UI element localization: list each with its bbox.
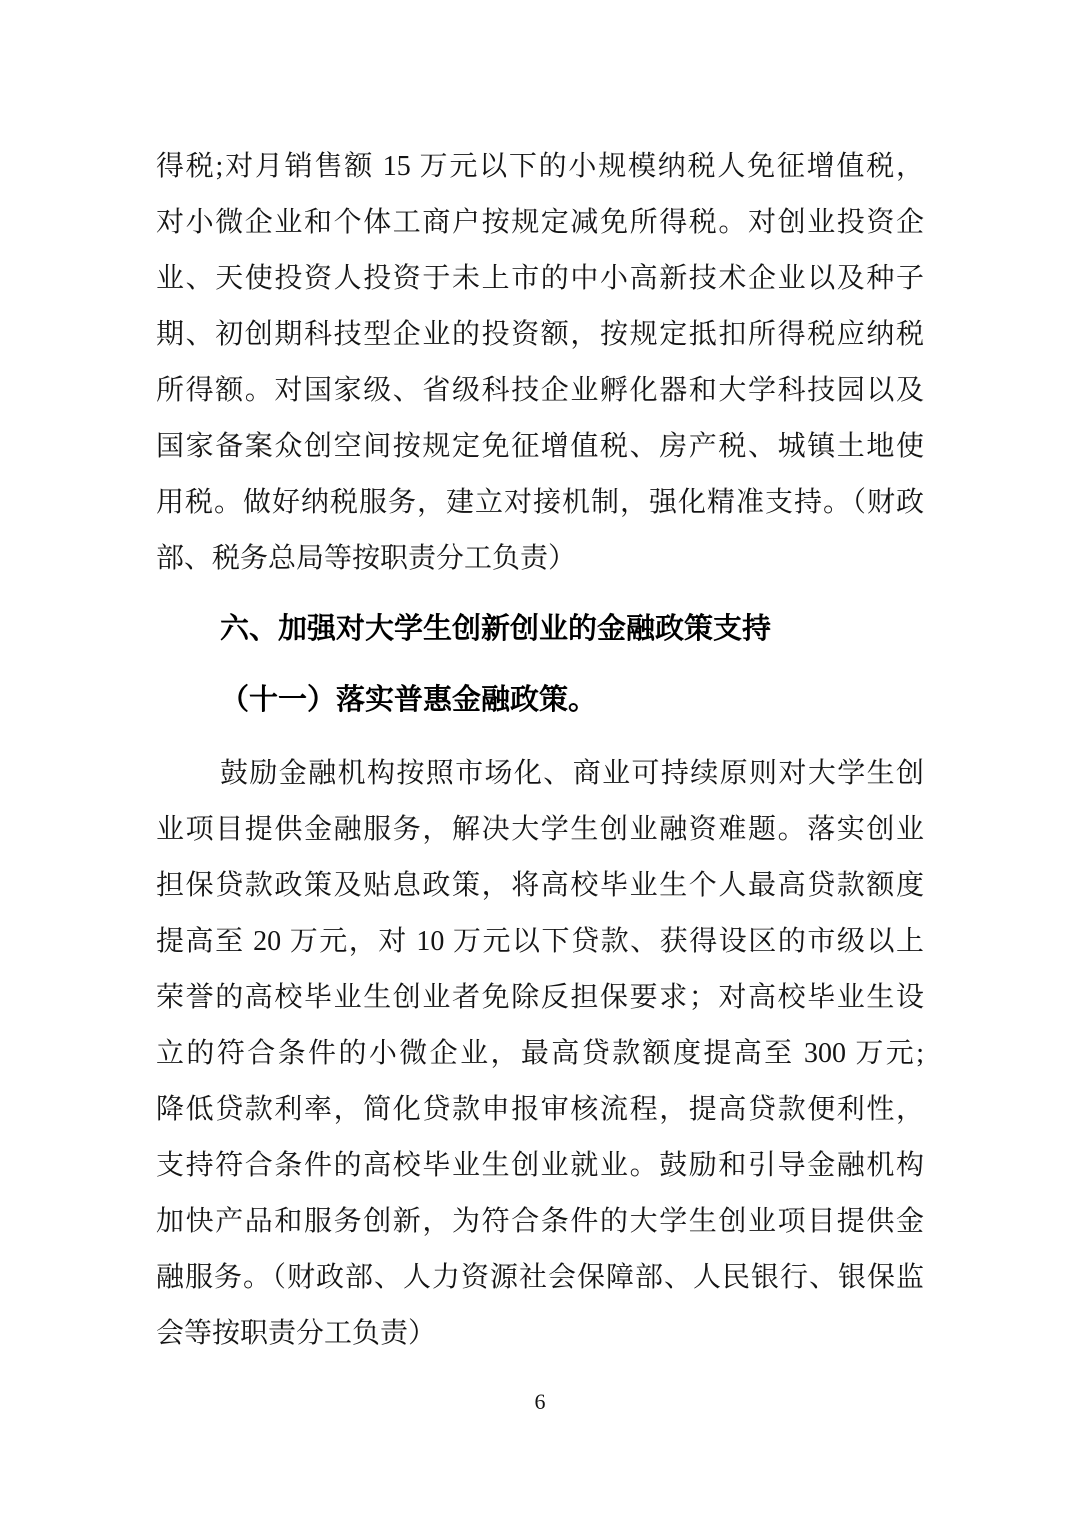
body-line: 所得额。对国家级、省级科技企业孵化器和大学科技园以及	[156, 375, 924, 406]
body-line: 对小微企业和个体工商户按规定减免所得税。对创业投资企	[156, 207, 924, 238]
body-line: 会等按职责分工负责）	[156, 1318, 437, 1349]
body-line: 提高至 20 万元，对 10 万元以下贷款、获得设区的市级以上	[156, 926, 924, 957]
body-line: 支持符合条件的高校毕业生创业就业。鼓励和引导金融机构	[156, 1150, 924, 1181]
body-line: 降低贷款利率，简化贷款申报审核流程，提高贷款便利性，	[156, 1094, 924, 1125]
body-line: 担保贷款政策及贴息政策，将高校毕业生个人最高贷款额度	[156, 870, 924, 901]
body-line: 业项目提供金融服务，解决大学生创业融资难题。落实创业	[156, 814, 924, 845]
body-line: 融服务。（财政部、人力资源社会保障部、人民银行、银保监	[156, 1262, 924, 1293]
page-number: 6	[534, 1389, 546, 1414]
body-line: 立的符合条件的小微企业，最高贷款额度提高至 300 万元;	[156, 1038, 924, 1069]
body-line: 荣誉的高校毕业生创业者免除反担保要求；对高校毕业生设	[156, 982, 924, 1013]
sub-heading-eleven: （十一）落实普惠金融政策。	[220, 684, 598, 716]
body-line: 业、天使投资人投资于未上市的中小高新技术企业以及种子	[156, 263, 924, 294]
section-heading-six: 六、加强对大学生创新创业的金融政策支持	[220, 613, 772, 645]
paragraph-finance-policy	[156, 746, 924, 1362]
body-line: 部、税务总局等按职责分工负责）	[156, 543, 577, 574]
body-line: 期、初创期科技型企业的投资额，按规定抵扣所得税应纳税	[156, 319, 924, 350]
body-line: 鼓励金融机构按照市场化、商业可持续原则对大学生创	[220, 758, 924, 789]
body-line: 加快产品和服务创新，为符合条件的大学生创业项目提供金	[156, 1206, 924, 1237]
body-line: 用税。做好纳税服务，建立对接机制，强化精准支持。（财政	[156, 487, 924, 518]
text-block	[156, 139, 924, 1362]
paragraph-tax-policy	[156, 139, 924, 587]
body-line: 国家备案众创空间按规定免征增值税、房产税、城镇土地使	[156, 431, 924, 462]
body-line: 得税;对月销售额 15 万元以下的小规模纳税人免征增值税，	[156, 151, 924, 182]
